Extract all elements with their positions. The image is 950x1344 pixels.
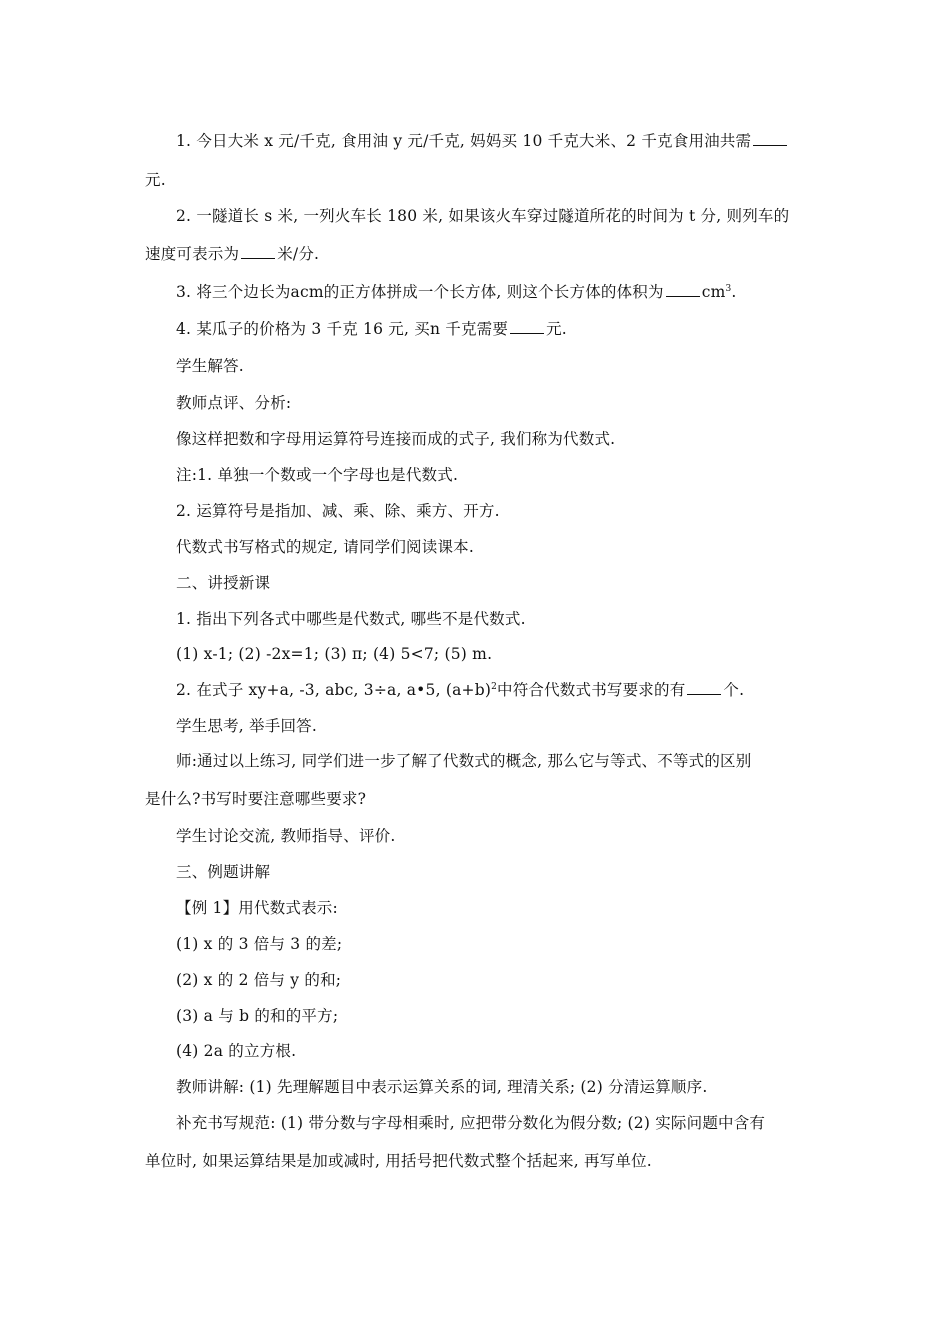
section-heading-3: 三、例题讲解 bbox=[176, 863, 271, 881]
exercise-1: 1. 指出下列各式中哪些是代数式, 哪些不是代数式. bbox=[176, 610, 526, 628]
section-heading-2: 二、讲授新课 bbox=[176, 574, 271, 592]
student-answer: 学生解答. bbox=[176, 357, 244, 375]
question-4: 4. 某瓜子的价格为 3 千克 16 元, 买n 千克需要 元. bbox=[176, 320, 567, 338]
example-1-heading: 【例 1】用代数式表示: bbox=[176, 899, 338, 917]
teacher-question-cont: 是什么?书写时要注意哪些要求? bbox=[145, 790, 367, 808]
teacher-explanation: 教师讲解: (1) 先理解题目中表示运算关系的词, 理清关系; (2) 分清运算顺序. bbox=[176, 1078, 708, 1096]
answer-blank bbox=[753, 131, 787, 146]
example-item-2: (2) x 的 2 倍与 y 的和; bbox=[176, 971, 342, 989]
question-1-cont: 元. bbox=[145, 171, 166, 189]
teacher-comment-heading: 教师点评、分析: bbox=[176, 394, 292, 412]
exercise-1-items: (1) x-1; (2) -2x=1; (3) π; (4) 5<7; (5) m. bbox=[176, 645, 493, 663]
answer-blank bbox=[241, 244, 275, 259]
question-2: 2. 一隧道长 s 米, 一列火车长 180 米, 如果该火车穿过隧道所花的时间为 t 分, 则列车的 bbox=[176, 207, 790, 225]
teacher-question: 师:通过以上练习, 同学们进一步了解了代数式的概念, 那么它与等式、不等式的区别 bbox=[176, 752, 752, 770]
note-1: 注:1. 单独一个数或一个字母也是代数式. bbox=[176, 466, 459, 484]
writing-rules-cont: 单位时, 如果运算结果是加或减时, 用括号把代数式整个括起来, 再写单位. bbox=[145, 1152, 652, 1170]
question-2-cont: 速度可表示为 米/分. bbox=[145, 245, 320, 263]
note-2: 2. 运算符号是指加、减、乘、除、乘方、开方. bbox=[176, 502, 500, 520]
example-item-1: (1) x 的 3 倍与 3 的差; bbox=[176, 935, 343, 953]
student-think: 学生思考, 举手回答. bbox=[176, 717, 317, 735]
reading-instruction: 代数式书写格式的规定, 请同学们阅读课本. bbox=[176, 538, 474, 556]
definition-text: 像这样把数和字母用运算符号连接而成的式子, 我们称为代数式. bbox=[176, 430, 616, 448]
student-discussion: 学生讨论交流, 教师指导、评价. bbox=[176, 827, 396, 845]
question-1 bbox=[176, 131, 789, 151]
writing-rules: 补充书写规范: (1) 带分数与字母相乘时, 应把带分数化为假分数; (2) 实际问题中含有 bbox=[176, 1114, 766, 1132]
question-1-text: 1. 今日大米 x 元/千克, 食用油 y 元/千克, 妈妈买 10 千克大米、2 千克食用油共需 bbox=[176, 132, 752, 150]
answer-blank bbox=[687, 680, 721, 695]
exercise-2: 2. 在式子 xy+a, -3, abc, 3÷a, a•5, $(a+b)^2$中符合代数式书写要求的有 个. bbox=[176, 681, 745, 699]
example-item-3: (3) a 与 b 的和的平方; bbox=[176, 1007, 339, 1025]
example-item-4: (4) 2a 的立方根. bbox=[176, 1042, 297, 1060]
question-3: 3. 将三个边长为acm的正方体拼成一个长方体, 则这个长方体的体积为 $cm^3$. bbox=[176, 283, 737, 301]
answer-blank bbox=[666, 282, 700, 297]
answer-blank bbox=[510, 319, 544, 334]
